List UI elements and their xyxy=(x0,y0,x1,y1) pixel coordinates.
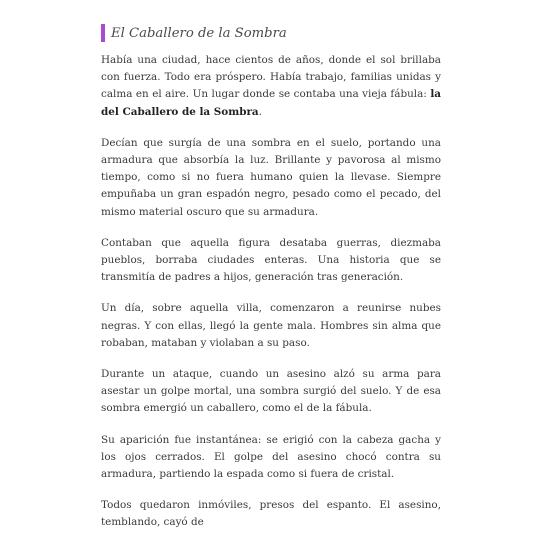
story-title-block xyxy=(101,24,441,42)
paragraph-5: Durante un ataque, cuando un asesino alzó su arma para asestar un golpe mortal, una sombra surgió del suelo. Y de esa sombra emergió un caballero, como el de la fábula. xyxy=(101,368,441,415)
paragraph-4: Un día, sobre aquella villa, comenzaron a reunirse nubes negras. Y con ellas, llegó la gente mala. Hombres sin alma que robaban, mataban y violaban a su paso. xyxy=(101,302,441,349)
paragraph-2: Decían que surgía de una sombra en el suelo, portando una armadura que absorbía la luz. Brillante y pavorosa al mismo tiempo, como si no fuera humano quien la llevase. Siempre empuñaba un gran espadón negro, pesado como el pecado, del mismo material oscuro que su armadura. xyxy=(101,136,441,218)
document-page xyxy=(101,24,441,546)
paragraph-7: Todos quedaron inmóviles, presos del espanto. El asesino, temblando, cayó de xyxy=(101,499,441,529)
paragraph-6: Su aparición fue instantánea: se erigió con la cabeza gacha y los ojos cerrados. El golpe del asesino chocó contra su armadura, partiendo la espada como si fuera de cristal. xyxy=(101,433,441,481)
story-title: El Caballero de la Sombra xyxy=(111,25,287,41)
paragraph-1-end: . xyxy=(258,105,262,118)
paragraph-3: Contaban que aquella figura desataba guerras, diezmaba pueblos, borraba ciudades enteras. Una historia que se transmitía de padres a hijos, generación tras generación. xyxy=(101,236,441,284)
paragraph-1-text: Había una ciudad, hace cientos de años, donde el sol brillaba con fuerza. Todo era próspero. Había trabajo, familias unidas y calma en el aire. Un lugar donde se contaba una vieja fábula: xyxy=(101,54,441,101)
paragraph-1 xyxy=(101,52,441,121)
title-accent-bar xyxy=(101,24,105,42)
fable-name: la del Caballero de la Sombra xyxy=(101,88,441,118)
